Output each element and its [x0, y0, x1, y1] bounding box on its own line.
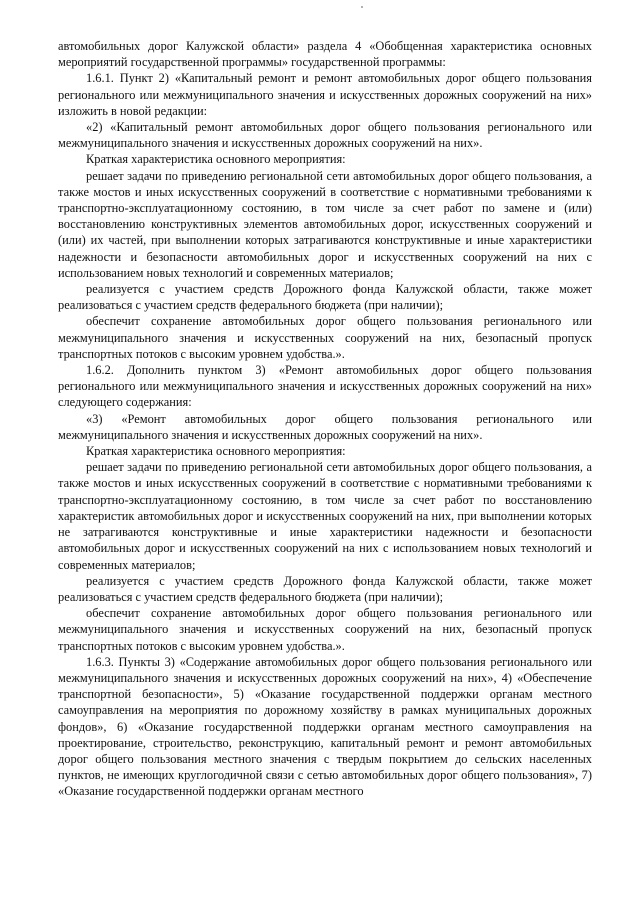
paragraph-item-2-outcome: обеспечит сохранение автомобильных дорог общего пользования регионального или межмуниципального значения и искусственных сооружений на них, безопасный пропуск транспортных потоков с высоким уровнем удобства.». [58, 314, 592, 361]
paragraph-1-6-2: 1.6.2. Дополнить пунктом 3) «Ремонт автомобильных дорог общего пользования регионального или межмуниципального значения и искусственных дорожных сооружений на них» следующего содержания: [58, 363, 592, 410]
paragraph-summary-heading-1: Краткая характеристика основного мероприятия: [86, 152, 346, 167]
paragraph-item-3-outcome: обеспечит сохранение автомобильных дорог общего пользования регионального или межмуниципального значения и искусственных сооружений на них, безопасный пропуск транспортных потоков с высоким уровнем удобства.». [58, 606, 592, 653]
scan-speck [361, 6, 363, 8]
paragraph-summary-heading-2: Краткая характеристика основного мероприятия: [86, 444, 346, 459]
paragraph-item-2-funding: реализуется с участием средств Дорожного фонда Калужской области, также может реализоваться с участием средств федерального бюджета (при наличии); [58, 282, 592, 313]
paragraph-1-6-3: 1.6.3. Пункты 3) «Содержание автомобильных дорог общего пользования регионального или межмуниципального значения и искусственных дорожных сооружений на них», 4) «Обеспечение транспортной безопасности», 5) «Оказание государственной поддержки органам местного самоуправления на мероприятия по дорожному хозяйству в рамках муниципальных дорожных фондов», 6) «Оказание государственной поддержки органам местного самоуправления на проектирование, строительство, реконструкцию, капитальный ремонт и ремонт автомобильных дорог общего пользования местного значения с твердым покрытием до сельских населенных пунктов, не имеющих круглогодичной связи с сетью автомобильных дорог общего пользования», 7) «Оказание государственной поддержки органам местного [58, 654, 592, 799]
document-page [58, 38, 592, 800]
paragraph-item-2-tasks: решает задачи по приведению региональной сети автомобильных дорог общего пользования, а также мостов и иных искусственных сооружений в соответствие с нормативными требованиями к транспортно-эксплуатационному состоянию, в том числе за счет работ по замене и (или) восстановлению конструктивных элементов автомобильных дорог, искусственных сооружений и (или) их частей, при выполнении которых затрагиваются конструктивные и иные характеристики надежности и безопасности автомобильных дорог и искусственных сооружений на них с использованием новых технологий и современных материалов; [58, 168, 592, 280]
paragraph-item-3-tasks: решает задачи по приведению региональной сети автомобильных дорог общего пользования, а также мостов и иных искусственных сооружений в соответствие с нормативными требованиями к транспортно-эксплуатационному состоянию, в том числе за счет работ по восстановлению характеристик автомобильных дорог и искусственных сооружений на них, при выполнении которых не затрагиваются конструктивные и иные характеристики надежности и безопасности автомобильных дорог и искусственных сооружений на них с использованием новых технологий и современных материалов; [58, 460, 592, 572]
paragraph-item-2-title: «2) «Капитальный ремонт автомобильных дорог общего пользования регионального или межмуниципального значения и искусственных дорожных сооружений на них». [58, 120, 592, 151]
paragraph-item-3-title: «3) «Ремонт автомобильных дорог общего пользования регионального или межмуниципального значения и искусственных дорожных сооружений на них». [58, 411, 592, 442]
paragraph-continuation: автомобильных дорог Калужской области» раздела 4 «Обобщенная характеристика основных мероприятий государственной программы» государственной программы: [58, 39, 592, 70]
paragraph-1-6-1: 1.6.1. Пункт 2) «Капитальный ремонт и ремонт автомобильных дорог общего пользования регионального или межмуниципального значения и искусственных дорожных сооружений на них» изложить в новой редакции: [58, 71, 592, 118]
paragraph-item-3-funding: реализуется с участием средств Дорожного фонда Калужской области, также может реализоваться с участием средств федерального бюджета (при наличии); [58, 573, 592, 604]
